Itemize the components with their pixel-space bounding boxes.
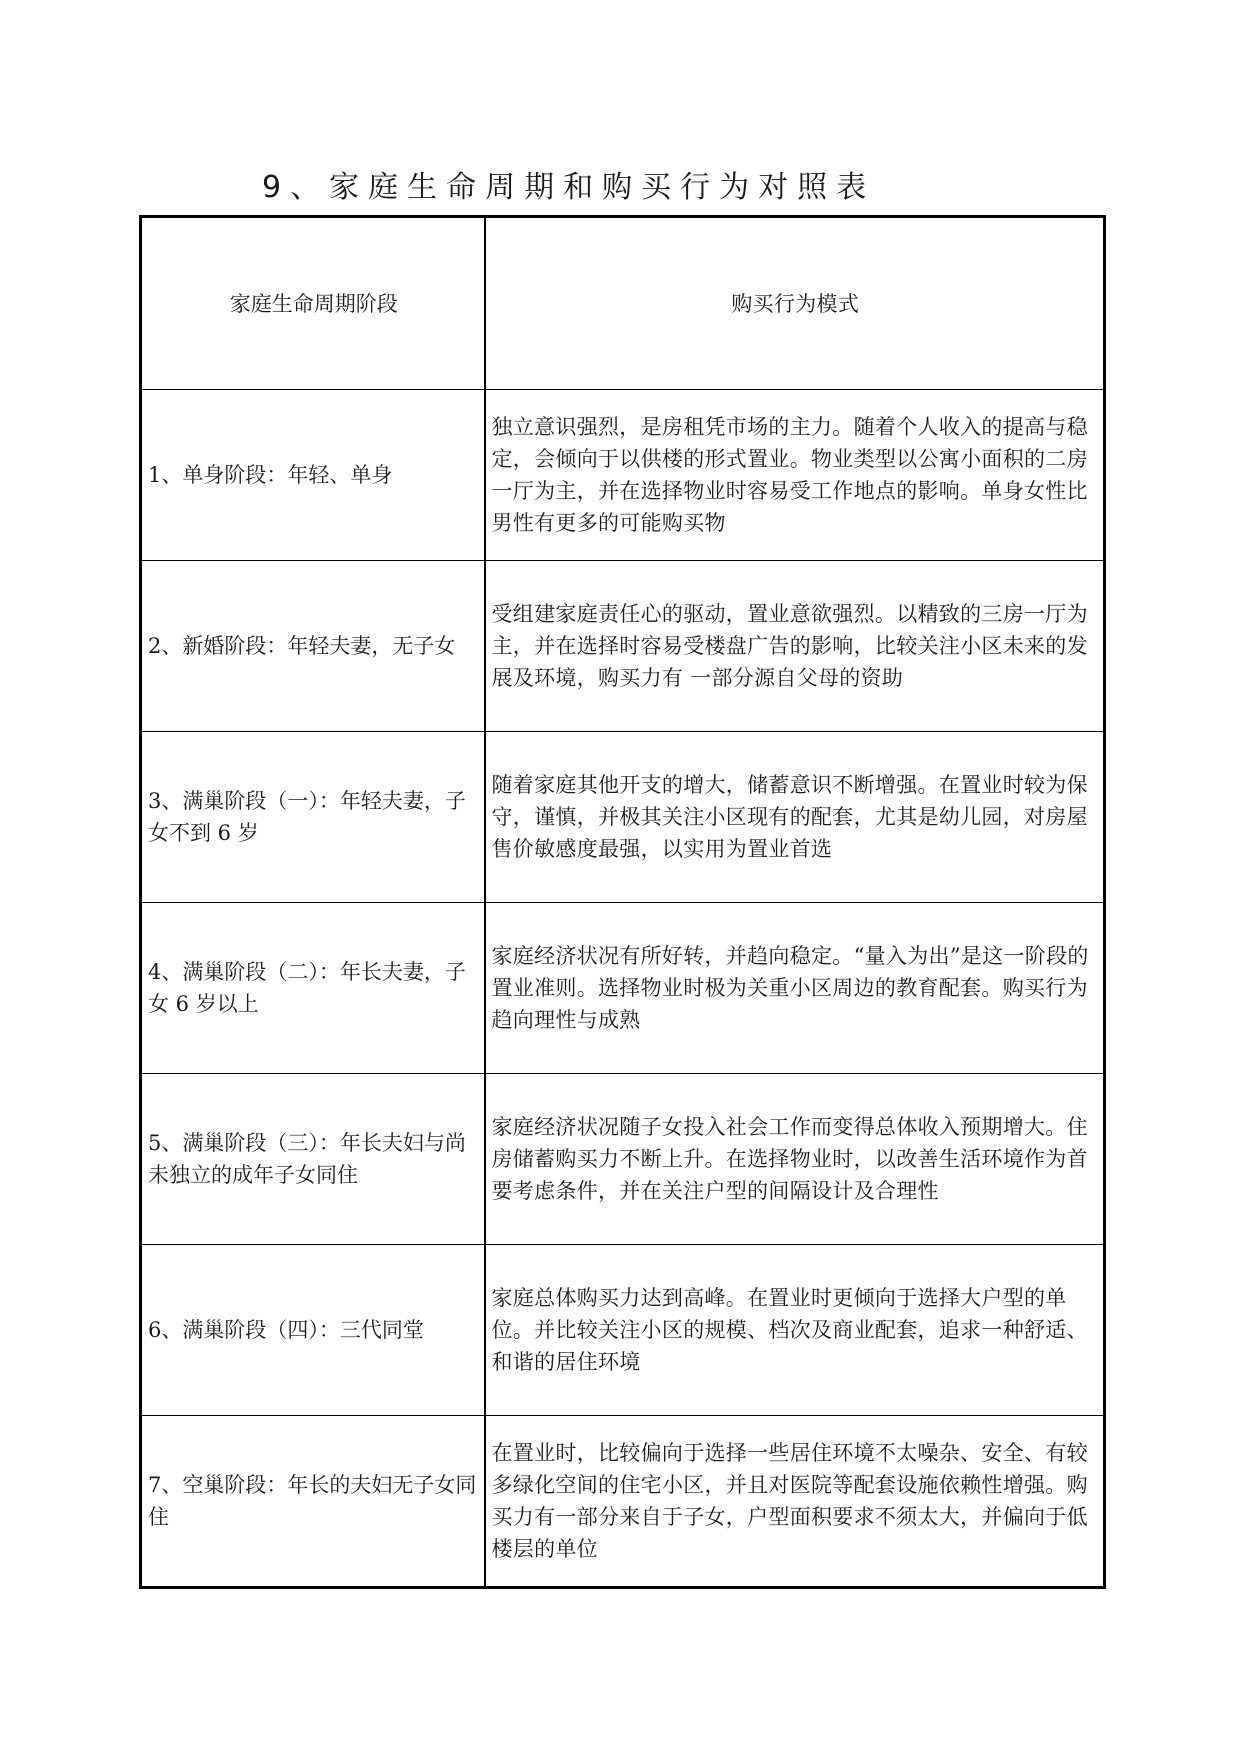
behavior-cell: 家庭经济状况有所好转，并趋向稳定。“量入为出”是这一阶段的置业准则。选择物业时极为关重小区周边的教育配套。购买行为趋向理性与成熟 (485, 903, 1105, 1074)
stage-cell: 1、单身阶段：年轻、单身 (141, 390, 485, 561)
table-row (141, 903, 1105, 1074)
behavior-cell: 家庭总体购买力达到高峰。在置业时更倾向于选择大户型的单位。并比较关注小区的规模、档次及商业配套，追求一种舒适、和谐的居住环境 (485, 1245, 1105, 1416)
header-stage: 家庭生命周期阶段 (141, 217, 485, 390)
behavior-cell: 家庭经济状况随子女投入社会工作而变得总体收入预期增大。住房储蓄购买力不断上升。在选择物业时，以改善生活环境作为首要考虑条件，并在关注户型的间隔设计及合理性 (485, 1074, 1105, 1245)
table-row (141, 561, 1105, 732)
stage-cell: 3、满巢阶段（一）：年轻夫妻，子女不到 6 岁 (141, 732, 485, 903)
table-row (141, 1074, 1105, 1245)
table-row (141, 390, 1105, 561)
header-behavior: 购买行为模式 (485, 217, 1105, 390)
behavior-cell: 受组建家庭责任心的驱动，置业意欲强烈。以精致的三房一厅为主，并在选择时容易受楼盘广告的影响，比较关注小区未来的发展及环境，购买力有 一部分源自父母的资助 (485, 561, 1105, 732)
stage-cell: 6、满巢阶段（四）：三代同堂 (141, 1245, 485, 1416)
table-row (141, 732, 1105, 903)
stage-cell: 7、空巢阶段：年长的夫妇无子女同住 (141, 1416, 485, 1588)
page-title: 9、家庭生命周期和购买行为对照表 (262, 170, 876, 205)
stage-cell: 4、满巢阶段（二）：年长夫妻，子女 6 岁以上 (141, 903, 485, 1074)
table-row (141, 1416, 1105, 1588)
behavior-cell: 随着家庭其他开支的增大，储蓄意识不断增强。在置业时较为保守，谨慎，并极其关注小区现有的配套，尤其是幼儿园，对房屋售价敏感度最强，以实用为置业首选 (485, 732, 1105, 903)
stage-cell: 5、满巢阶段（三）：年长夫妇与尚未独立的成年子女同住 (141, 1074, 485, 1245)
table-row (141, 1245, 1105, 1416)
behavior-cell: 在置业时，比较偏向于选择一些居住环境不太噪杂、安全、有较多绿化空间的住宅小区，并且对医院等配套设施依赖性增强。购买力有一部分来自于子女，户型面积要求不须太大，并偏向于低楼层的单位 (485, 1416, 1105, 1588)
stage-cell: 2、新婚阶段：年轻夫妻，无子女 (141, 561, 485, 732)
behavior-cell: 独立意识强烈，是房租凭市场的主力。随着个人收入的提高与稳定，会倾向于以供楼的形式置业。物业类型以公寓小面积的二房一厅为主，并在选择物业时容易受工作地点的影响。单身女性比男性有更多的可能购买物 (485, 390, 1105, 561)
table-header-row (141, 217, 1105, 390)
lifecycle-table (139, 215, 1106, 1589)
